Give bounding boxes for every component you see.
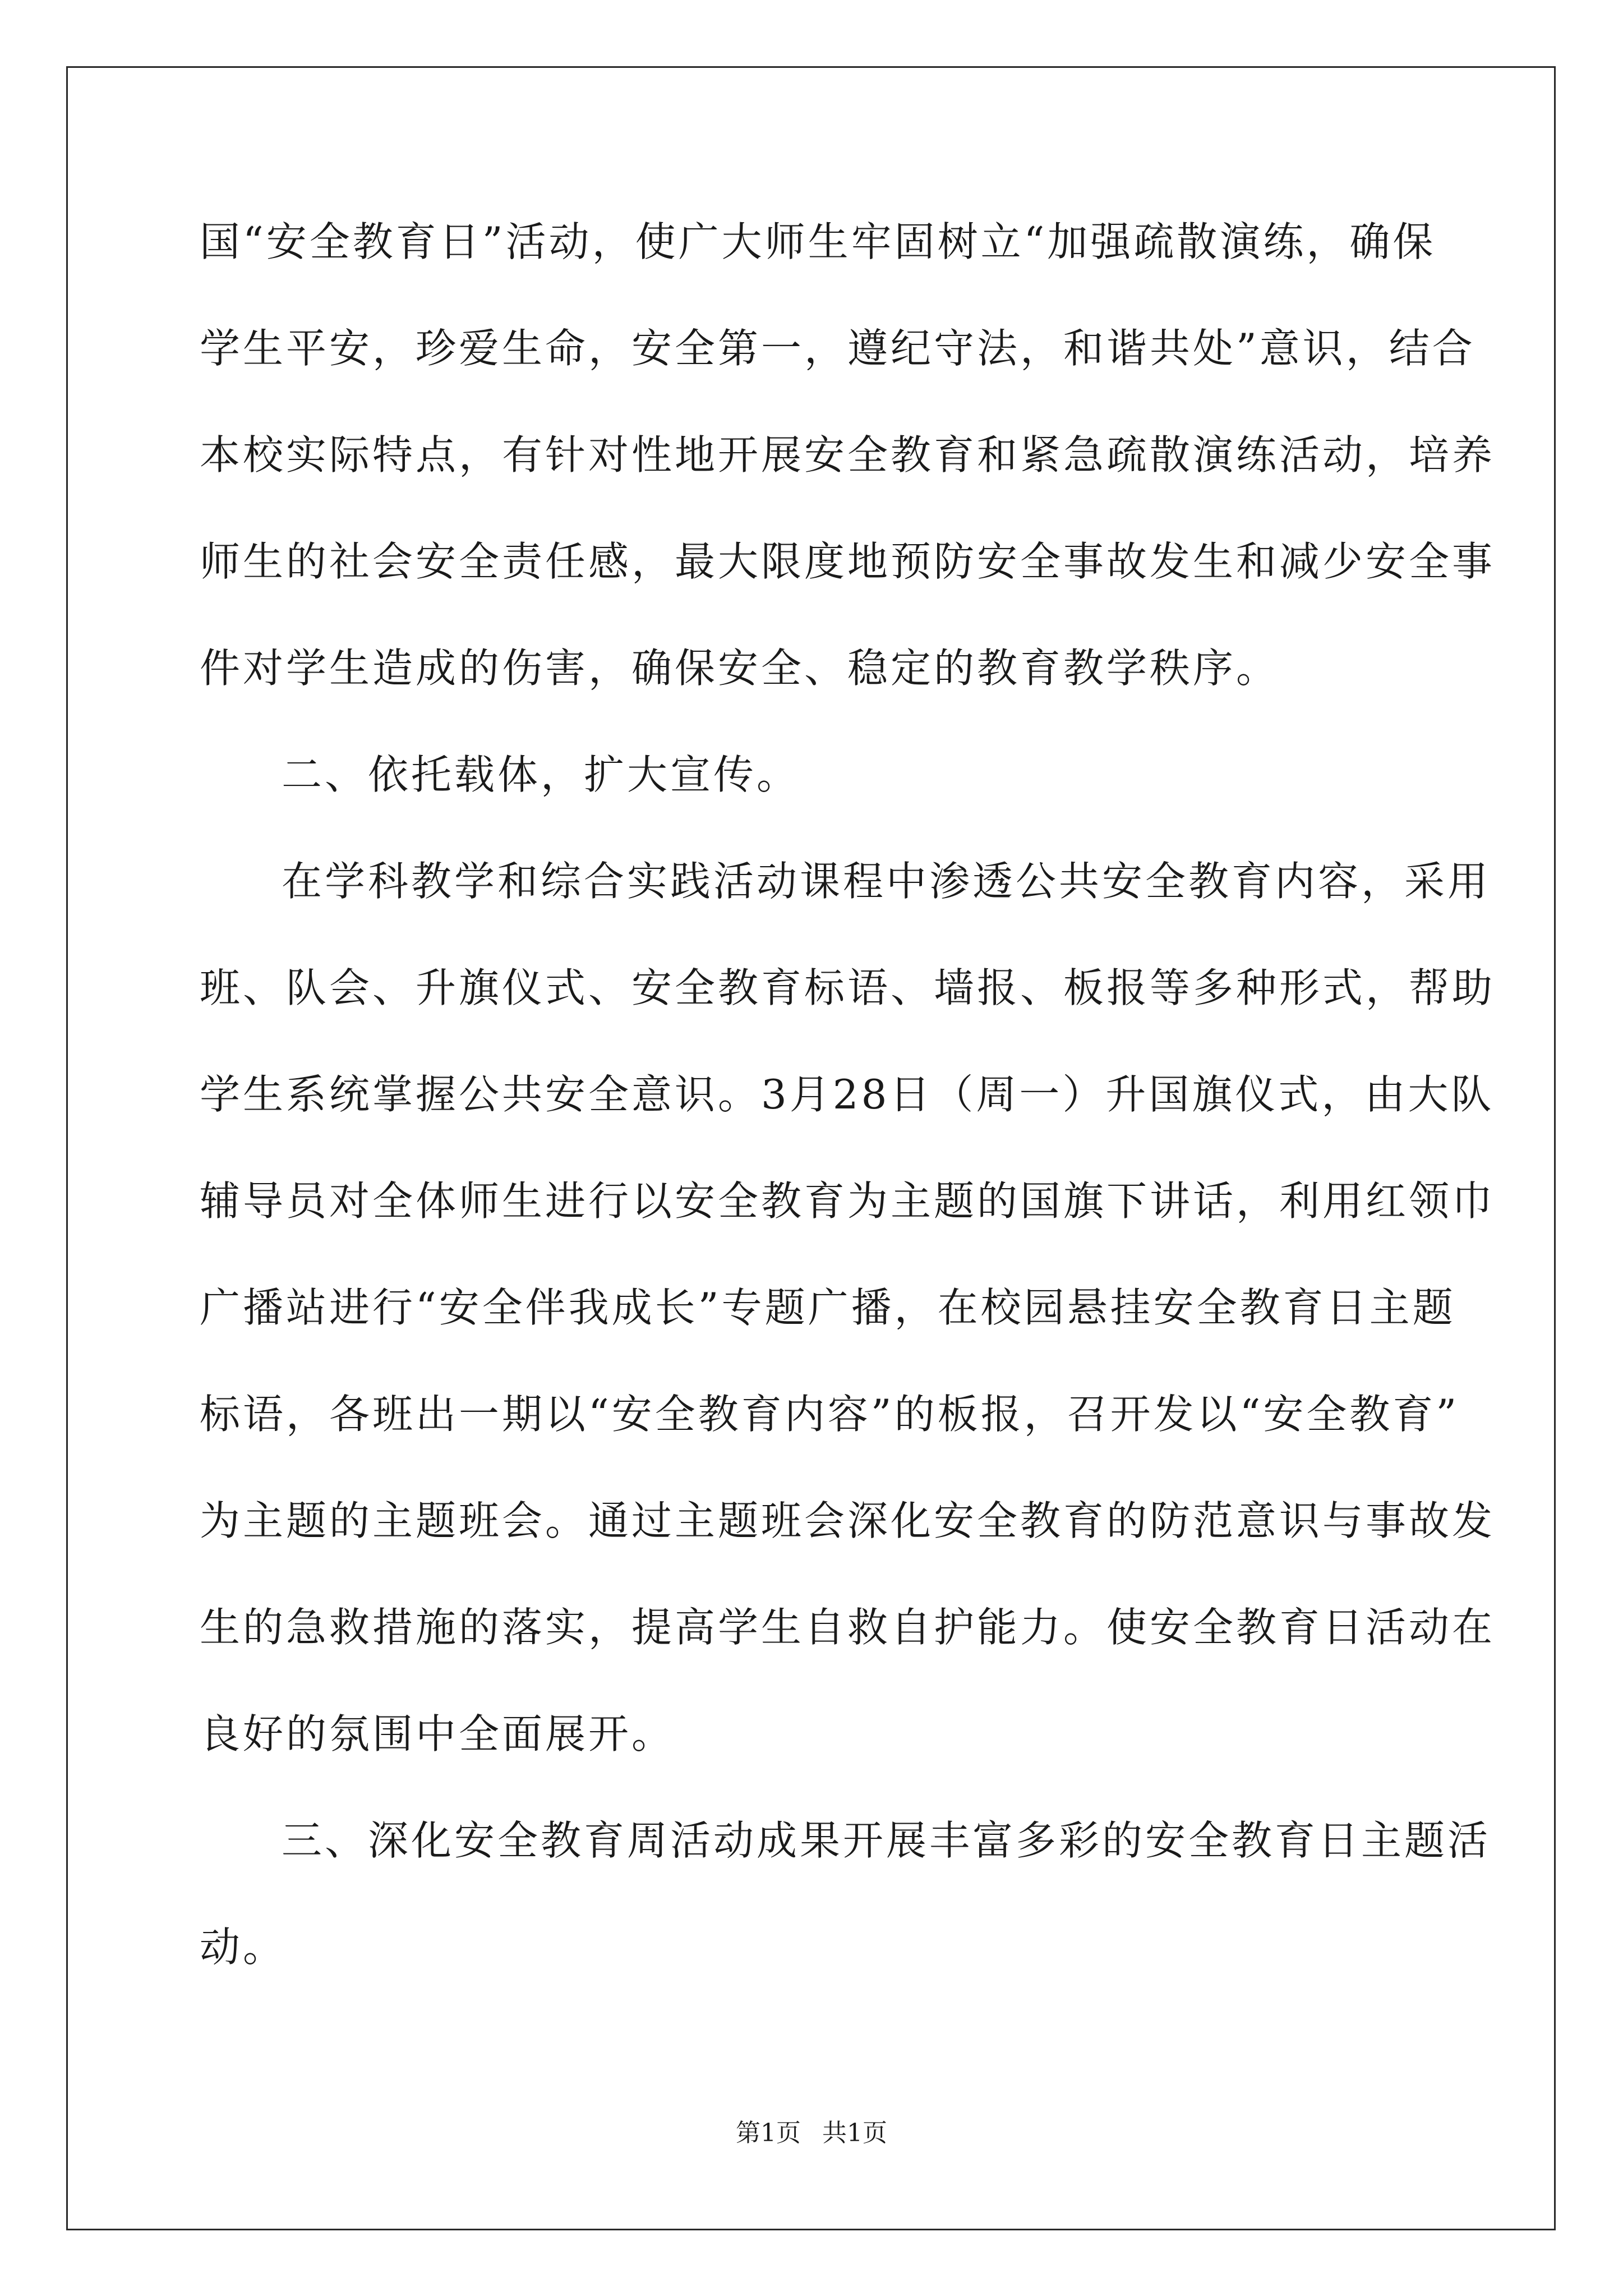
- body-line: 班、队会、升旗仪式、安全教育标语、墙报、板报等多种形式，帮助: [200, 964, 1496, 1011]
- body-line: 师生的社会安全责任感，最大限度地预防安全事故发生和减少安全事: [200, 538, 1496, 585]
- body-line: 良好的氛围中全面展开。: [200, 1710, 675, 1757]
- body-line: 学生系统掌握公共安全意识。3月28日（周一）升国旗仪式，由大队: [200, 1071, 1495, 1118]
- body-line: 学生平安，珍爱生命，安全第一，遵纪守法，和谐共处”意识，结合: [200, 325, 1476, 372]
- body-line: 辅导员对全体师生进行以安全教育为主题的国旗下讲话，利用红领巾: [200, 1177, 1496, 1225]
- page-number: 第1页: [736, 2119, 801, 2147]
- document-body: [200, 216, 1496, 2028]
- section-heading: 三、深化安全教育周活动成果开展丰富多彩的安全教育日主题活: [282, 1817, 1491, 1864]
- body-line: 广播站进行“安全伴我成长”专题广播，在校园悬挂安全教育日主题: [200, 1284, 1456, 1331]
- section-heading: 二、依托载体，扩大宣传。: [282, 751, 800, 798]
- body-line: 本校实际特点，有针对性地开展安全教育和紧急疏散演练活动，培养: [200, 431, 1496, 478]
- body-line: 动。: [200, 1924, 287, 1971]
- body-line: 件对学生造成的伤害，确保安全、稳定的教育教学秩序。: [200, 645, 1280, 692]
- body-line: 在学科教学和综合实践活动课程中渗透公共安全教育内容，采用: [282, 858, 1491, 905]
- page-footer: [0, 2118, 1623, 2149]
- page-total: 共1页: [822, 2119, 887, 2147]
- body-line: 国“安全教育日”活动，使广大师生牢固树立“加强疏散演练，确保: [200, 218, 1436, 265]
- body-line: 生的急救措施的落实，提高学生自救自护能力。使安全教育日活动在: [200, 1604, 1496, 1651]
- body-line: 标语，各班出一期以“安全教育内容”的板报，召开发以“安全教育”: [200, 1391, 1460, 1438]
- body-line: 为主题的主题班会。通过主题班会深化安全教育的防范意识与事故发: [200, 1497, 1496, 1544]
